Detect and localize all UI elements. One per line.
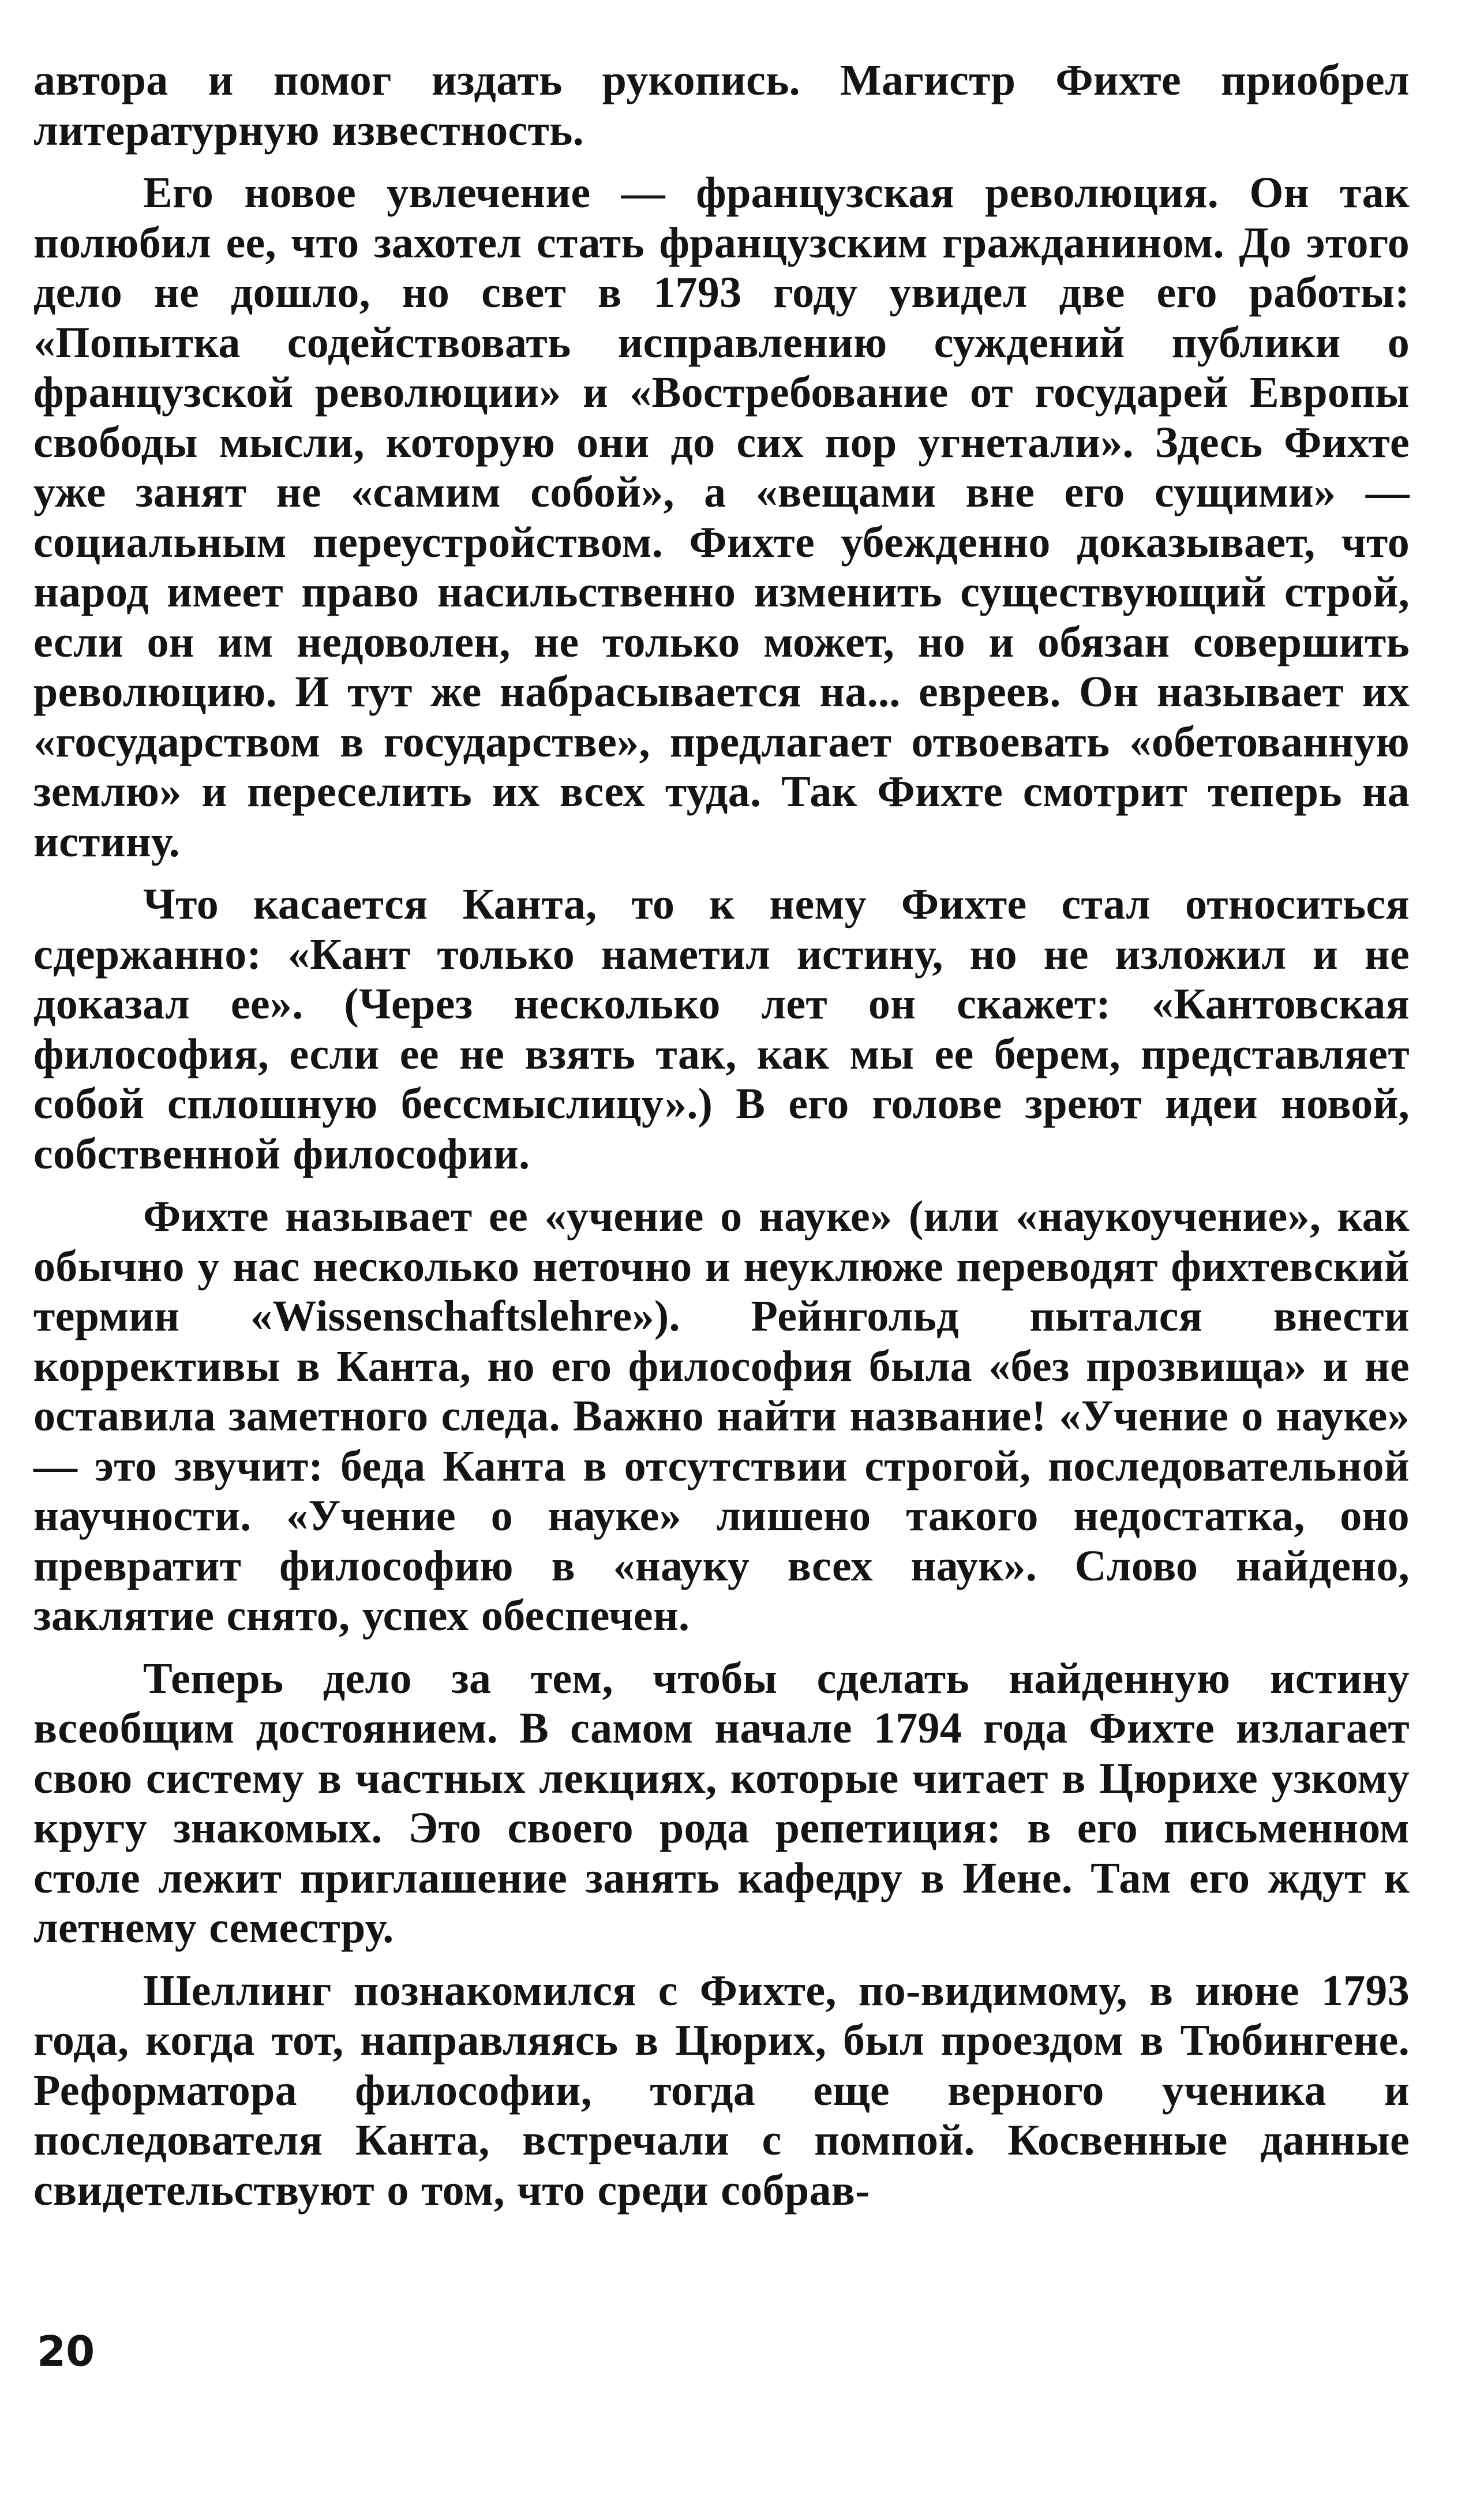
page-number: 20 [37,2327,95,2376]
paragraph-5: Теперь дело за тем, чтобы сделать найденную истину всеобщим достоянием. В самом начале 1794 года Фихте излагает свою систему в частных лекциях, которые читает в Цюрихе узкому кругу знакомых. Это своего рода репетиция: в его письменном столе лежит приглашение занять кафедру в Иене. Там его ждут к летнему семестру. [33,1654,1410,1952]
page-body [33,55,1410,2228]
paragraph-6: Шеллинг познакомился с Фихте, по-видимому, в июне 1793 года, когда тот, направляясь в Цюрих, был проездом в Тюбингене. Реформатора философии, тогда еще верного ученика и последователя Канта, встречали с помпой. Косвенные данные свидетельствуют о том, что среди собрав- [33,1966,1410,2215]
paragraph-1: автора и помог издать рукопись. Магистр Фихте приобрел литературную известность. [33,56,1410,155]
paragraph-3: Что касается Канта, то к нему Фихте стал относиться сдержанно: «Кант только наметил истину, но не изложил и не доказал ее». (Через несколько лет он скажет: «Кантовская философия, если ее не взять так, как мы ее берем, представляет собой сплошную бессмыслицу».) В его голове зреют идеи новой, собственной философии. [33,880,1410,1178]
paragraph-2: Его новое увлечение — французская революция. Он так полюбил ее, что захотел стать французским гражданином. До этого дело не дошло, но свет в 1793 году увидел две его работы: «Попытка содействовать исправлению суждений публики о французской революции» и «Востребование от государей Европы свободы мысли, которую они до сих пор угнетали». Здесь Фихте уже занят не «самим собой», а «вещами вне его сущими» — социальным переустройством. Фихте убежденно доказывает, что народ имеет право насильственно изменить существующий строй, если он им недоволен, не только может, но и обязан совершить революцию. И тут же набрасывается на... евреев. Он называет их «государством в государстве», предлагает отвоевать «обетованную землю» и переселить их всех туда. Так Фихте смотрит теперь на истину. [33,168,1410,866]
paragraph-4: Фихте называет ее «учение о науке» (или «наукоучение», как обычно у нас несколько неточно и неуклюже переводят фихтевский термин «Wissenschaftslehre»). Рейнгольд пытался внести коррективы в Канта, но его философия была «без прозвища» и не оставила заметного следа. Важно найти название! «Учение о науке» — это звучит: беда Канта в отсутствии строгой, последовательной научности. «Учение о науке» лишено такого недостатка, оно превратит философию в «науку всех наук». Слово найдено, заклятие снято, успех обеспечен. [33,1192,1410,1640]
